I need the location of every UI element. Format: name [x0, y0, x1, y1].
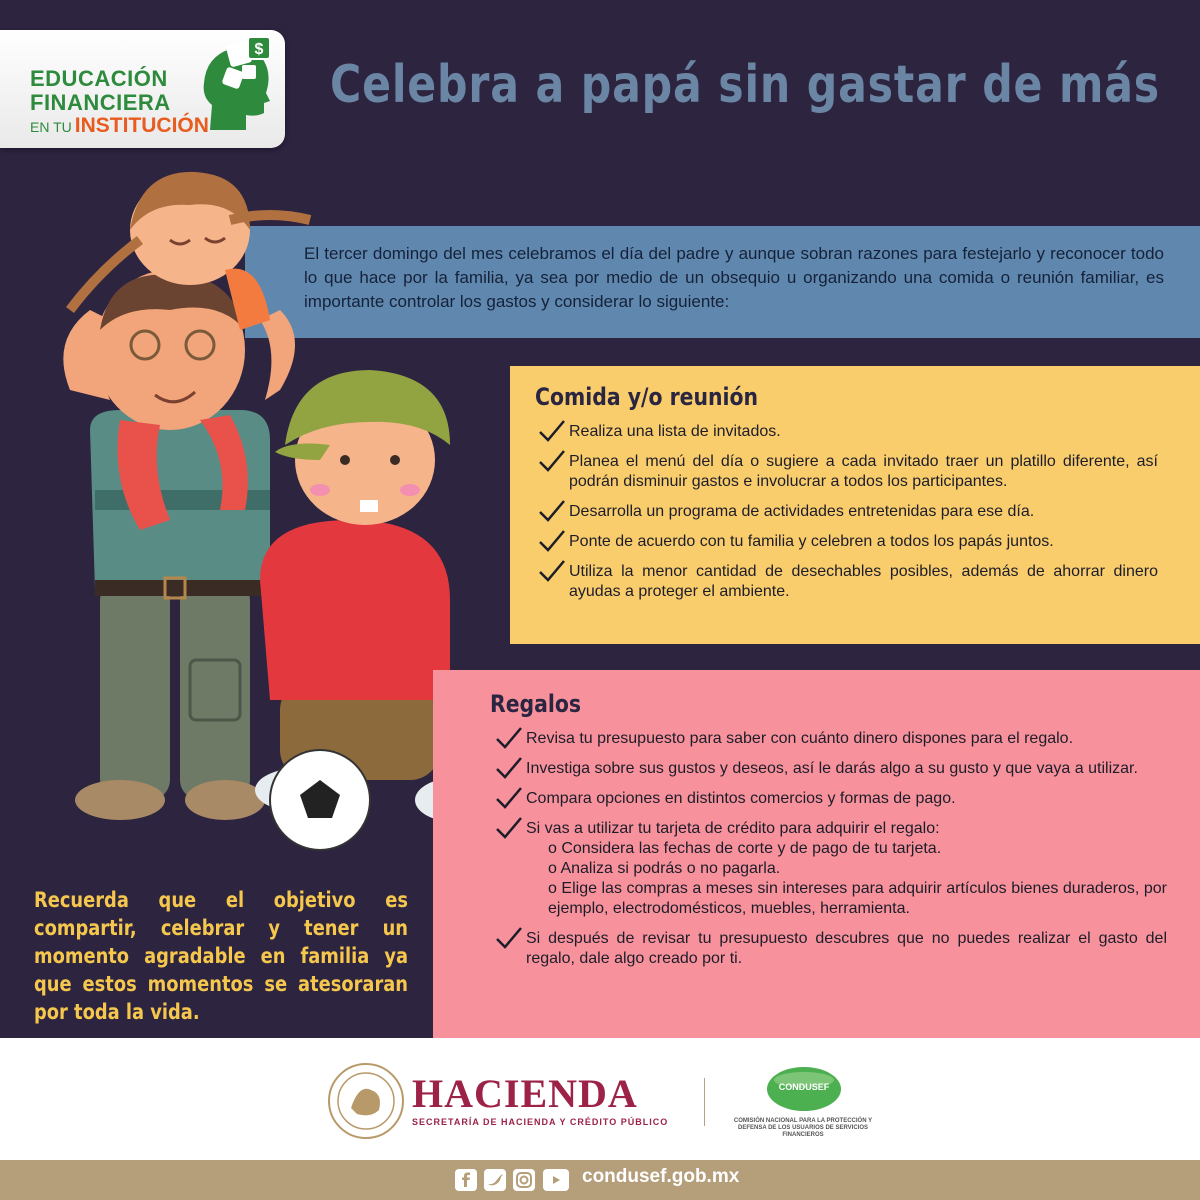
checkmark-icon [495, 816, 523, 840]
regalos-list [495, 729, 1167, 979]
logo-line3-highlight: INSTITUCIÓN [74, 114, 209, 137]
intro-text: El tercer domingo del mes celebramos el día del padre y aunque sobran razones para festejarlo y reconocer todo lo que hace por la familia, ya sea por medio de un obsequio u organizando una comida o reunión familiar, es importante controlar los gastos y considerar lo siguiente: [304, 244, 1164, 311]
list-item [495, 729, 1167, 749]
list-item-text: Ponte de acuerdo con tu familia y celebren a todos los papás juntos. [569, 533, 1054, 550]
head-puzzle-icon [200, 35, 278, 135]
sub-item: o Considera las fechas de corte y de pago de tu tarjeta. [548, 840, 942, 857]
checkmark-icon [538, 499, 566, 523]
instagram-icon[interactable] [513, 1169, 535, 1191]
checkmark-icon [538, 559, 566, 583]
sub-item: o Analiza si podrás o no pagarla. [548, 860, 781, 877]
checkmark-icon [538, 449, 566, 473]
checkmark-icon [495, 786, 523, 810]
page-title: Celebra a papá sin gastar de más [330, 55, 1160, 115]
list-item-text: Si vas a utilizar tu tarjeta de crédito para adquirir el regalo: [526, 820, 940, 837]
recuerda-text: Recuerda que el objetivo es compartir, celebrar y tener un momento agradable en familia ya que estos momentos se atesoraran por toda la vida. [34, 888, 408, 1024]
list-item [538, 562, 1158, 602]
checkmark-icon [538, 419, 566, 443]
footer-divider [704, 1078, 705, 1126]
logo-card [0, 30, 285, 148]
facebook-icon[interactable] [455, 1169, 477, 1191]
hacienda-logo-text: HACIENDA [412, 1071, 638, 1116]
list-item [495, 759, 1167, 779]
logo-line3-prefix: EN TU [30, 119, 72, 135]
list-item [495, 929, 1167, 969]
condusef-name: CONDUSEF [778, 1082, 830, 1092]
website-link[interactable]: condusef.gob.mx [582, 1166, 740, 1187]
checkmark-icon [495, 726, 523, 750]
svg-text:$: $ [254, 41, 264, 58]
checkmark-icon [538, 529, 566, 553]
sub-item: o Elige las compras a meses sin intereses para adquirir artículos bienes duraderos, por ejemplo, electrodomésticos, muebles, herramienta. [548, 880, 1167, 917]
list-item [538, 532, 1158, 552]
list-item-text: Realiza una lista de invitados. [569, 423, 781, 440]
comida-list [538, 422, 1158, 612]
logo-line2: FINANCIERA [30, 90, 171, 115]
list-item [538, 502, 1158, 522]
list-item-text: Compara opciones en distintos comercios y formas de pago. [526, 790, 956, 807]
list-item-text: Investiga sobre sus gustos y deseos, así le darás algo a su gusto y que vaya a utilizar. [526, 760, 1138, 777]
list-item-text: Si después de revisar tu presupuesto descubres que no puedes realizar el gasto del regalo, dale algo creado por ti. [526, 930, 1167, 967]
list-item [538, 422, 1158, 442]
checkmark-icon [495, 756, 523, 780]
list-item [538, 452, 1158, 492]
list-item-text: Utiliza la menor cantidad de desechables posibles, además de ahorrar dinero ayudas a proteger el ambiente. [569, 563, 1158, 600]
list-item-text: Revisa tu presupuesto para saber con cuánto dinero dispones para el regalo. [526, 730, 1074, 747]
checkmark-icon [495, 926, 523, 950]
hacienda-subtitle: SECRETARÍA DE HACIENDA Y CRÉDITO PÚBLICO [412, 1117, 669, 1127]
condusef-subtitle: COMISIÓN NACIONAL PARA LA PROTECCIÓN Y DEFENSA DE LOS USUARIOS DE SERVICIOS FINANCIEROS [733, 1118, 873, 1138]
youtube-icon[interactable] [543, 1169, 569, 1191]
list-item [495, 789, 1167, 809]
logo-line1: EDUCACIÓN [30, 66, 168, 91]
comida-title: Comida y/o reunión [535, 383, 759, 411]
regalos-title: Regalos [490, 690, 582, 718]
list-item [495, 819, 1167, 919]
mexico-seal-icon [327, 1062, 405, 1140]
logo-line3 [30, 114, 209, 138]
list-item-text: Desarrolla un programa de actividades entretenidas para ese día. [569, 503, 1035, 520]
twitter-icon[interactable] [484, 1169, 506, 1191]
list-item-text: Planea el menú del día o sugiere a cada invitado traer un platillo diferente, así podrán disminuir gastos e involucrar a todos los participantes. [569, 453, 1158, 490]
